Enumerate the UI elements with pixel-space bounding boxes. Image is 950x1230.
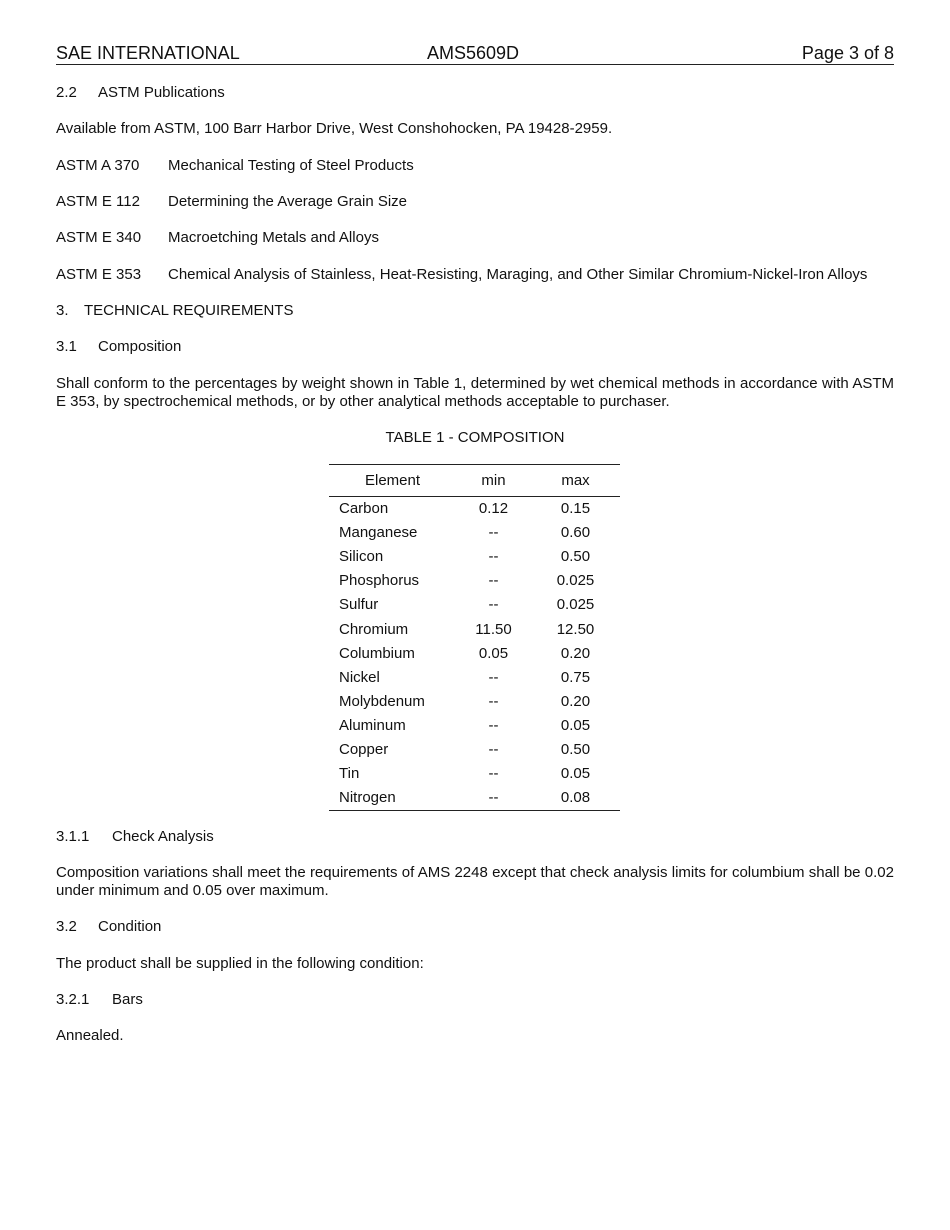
section-heading-3-1 [56,338,181,356]
check-analysis-paragraph: Composition variations shall meet the requirements of AMS 2248 except that check analysis limits for columbium shall be 0.02 under minimum and 0.05 over maximum. [56,864,894,899]
table-row [329,690,620,714]
condition-paragraph: The product shall be supplied in the following condition: [56,955,424,972]
table-row [329,497,620,522]
section-number: 3.2 [56,918,77,935]
cell-element: Manganese [339,524,418,542]
section-heading-3 [56,302,293,320]
reference-title: Macroetching Metals and Alloys [168,229,379,246]
cell-max: 0.50 [560,548,591,566]
reference-code: ASTM E 112 [56,193,140,210]
section-title: ASTM Publications [98,84,225,101]
table-row [329,642,620,666]
cell-element: Copper [339,740,389,758]
astm-availability: Available from ASTM, 100 Barr Harbor Drive, West Conshohocken, PA 19428-2959. [56,120,613,137]
cell-element: Nitrogen [329,786,456,811]
cell-element: Tin [339,765,360,783]
table-title: TABLE 1 - COMPOSITION [385,429,565,446]
cell-max: 0.60 [560,524,591,542]
table-row [329,666,620,690]
table-row [329,786,620,811]
cell-element: Columbium [339,644,415,662]
cell-max: 0.05 [560,716,591,734]
cell-max: 0.05 [560,765,591,783]
cell-element: Sulfur [339,596,379,614]
cell-max: 12.50 [556,620,595,638]
table-row [329,617,620,641]
section-number: 3.2.1 [56,991,90,1008]
header-doc-number: AMS5609D [427,43,520,63]
cell-max: 0.75 [560,668,591,686]
cell-max: 0.50 [560,740,591,758]
cell-min: -- [488,716,499,734]
cell-max: 0.025 [556,596,595,614]
cell-element: Molybdenum [339,692,425,710]
cell-min: -- [488,596,499,614]
cell-min: -- [488,548,499,566]
reference-title: Chemical Analysis of Stainless, Heat-Resisting, Maraging, and Other Similar Chromium-Nickel-Iron Alloys [168,266,868,283]
reference-code: ASTM E 353 [56,266,142,283]
cell-min: -- [488,668,499,686]
section-number: 2.2 [56,84,77,101]
cell-min: -- [488,765,499,783]
cell-min: -- [456,786,531,811]
cell-element: Carbon [339,500,389,518]
reference-code: ASTM E 340 [56,229,142,246]
section-title: Condition [98,918,162,935]
reference-code: ASTM A 370 [56,157,140,174]
cell-min: 11.50 [475,620,512,638]
composition-table [329,464,620,811]
column-header-min: min [456,465,531,497]
cell-element: Chromium [339,620,409,638]
cell-max: 0.20 [560,644,591,662]
composition-paragraph: Shall conform to the percentages by weight shown in Table 1, determined by wet chemical methods in accordance with ASTM E 353, by spectrochemical methods, or by other analytical methods acceptable to purchaser. [56,375,894,410]
cell-element: Nickel [339,668,380,686]
section-number: 3. [56,302,69,319]
header-page-number: Page 3 of 8 [801,43,894,63]
section-title: Composition [98,338,182,355]
cell-min: -- [488,572,499,590]
table-row [329,714,620,738]
column-header-max: max [531,465,620,497]
cell-element: Silicon [339,548,384,566]
table-row [329,593,620,617]
section-title: TECHNICAL REQUIREMENTS [84,302,294,319]
bars-paragraph: Annealed. [56,1027,124,1044]
cell-min: -- [488,740,499,758]
section-number: 3.1.1 [56,828,90,845]
cell-element: Phosphorus [339,572,420,590]
header-org: SAE INTERNATIONAL [56,43,240,63]
column-header-element: Element [329,465,456,497]
cell-min: 0.05 [478,644,509,662]
cell-max: 0.025 [556,572,595,590]
table-row [329,545,620,569]
cell-min: -- [488,692,499,710]
section-number: 3.1 [56,338,77,355]
section-heading-3-2 [56,918,161,936]
section-heading-3-2-1 [56,991,143,1009]
cell-element: Aluminum [339,716,406,734]
cell-min: -- [488,524,499,542]
reference-title: Mechanical Testing of Steel Products [168,157,414,174]
table-row [329,738,620,762]
section-title: Bars [112,991,143,1008]
cell-max: 0.15 [560,500,591,518]
cell-max: 0.20 [560,692,591,710]
cell-min: 0.12 [478,500,509,518]
table-row [329,521,620,545]
table-row [329,569,620,593]
section-heading-2-2 [56,84,225,102]
table-header-row [329,465,620,497]
table-row [329,762,620,786]
page-header [56,43,894,65]
cell-max: 0.08 [531,786,620,811]
reference-title: Determining the Average Grain Size [168,193,408,210]
section-heading-3-1-1 [56,828,214,846]
section-title: Check Analysis [112,828,214,845]
